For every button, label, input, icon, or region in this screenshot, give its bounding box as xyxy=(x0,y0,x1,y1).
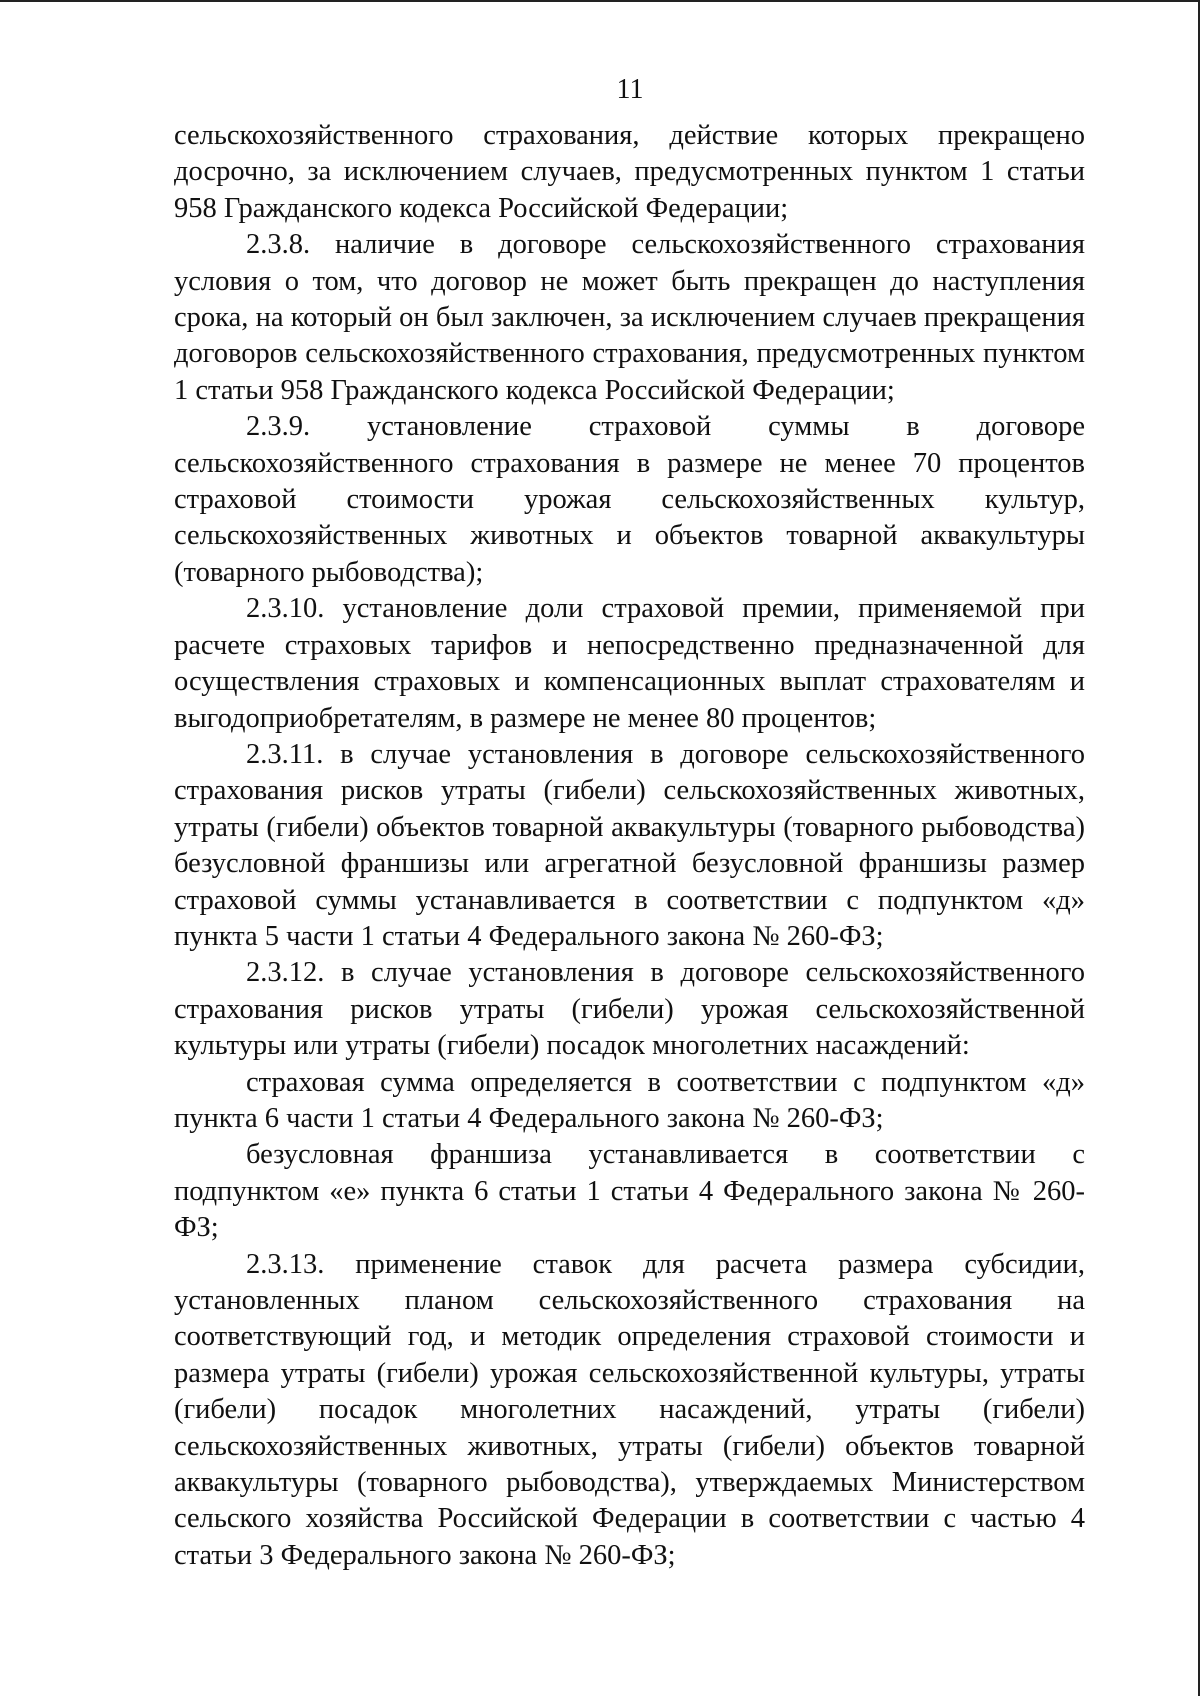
paragraph-deductible: безусловная франшиза устанавливается в соответствии с подпунктом «е» пункта 6 статьи 1 статьи 4 Федерального закона № 260-ФЗ; xyxy=(174,1139,1085,1244)
page-number: 11 xyxy=(616,74,644,105)
paragraph-2-3-10: 2.3.10. установление доли страховой премии, применяемой при расчете страховых тарифов и непосредственно предназначенной для осуществления страховых и компенсационных выплат страхователям и выгодоприобретателям, в размере не менее 80 процентов; xyxy=(174,593,1085,734)
paragraph-continuation: сельскохозяйственного страхования, действие которых прекращено досрочно, за исключением случаев, предусмотренных пунктом 1 статьи 958 Гражданского кодекса Российской Федерации; xyxy=(174,120,1085,224)
paragraph-2-3-13: 2.3.13. применение ставок для расчета размера субсидии, установленных планом сельскохозяйственного страхования на соответствующий год, и методик определения страховой стоимости и размера утраты (гибели) урожая сельскохозяйственной культуры, утраты (гибели) посадок многолетних насаждений, утраты (гибели) сельскохозяйственных животных, утраты (гибели) объектов товарной аквакультуры (товарного рыбоводства), утверждаемых Министерством сельского хозяйства Российской Федерации в соответствии с частью 4 статьи 3 Федерального закона № 260-ФЗ; xyxy=(174,1248,1085,1571)
paragraph-2-3-12: 2.3.12. в случае установления в договоре сельскохозяйственного страхования рисков утраты (гибели) урожая сельскохозяйственной культуры или утраты (гибели) посадок многолетних насаждений: xyxy=(174,957,1085,1062)
paragraph-2-3-9: 2.3.9. установление страховой суммы в договоре сельскохозяйственного страхования в размере не менее 70 процентов страховой стоимости урожая сельскохозяйственных культур, сельскохозяйственных животных и объектов товарной аквакультуры (товарного рыбоводства); xyxy=(174,411,1085,588)
paragraph-2-3-8: 2.3.8. наличие в договоре сельскохозяйственного страхования условия о том, что договор не может быть прекращен до наступления срока, на который он был заключен, за исключением случаев прекращения договоров сельскохозяйственного страхования, предусмотренных пунктом 1 статьи 958 Гражданского кодекса Российской Федерации; xyxy=(174,229,1085,406)
scan-edge-top xyxy=(0,0,1200,2)
paragraph-insured-sum: страховая сумма определяется в соответствии с подпунктом «д» пункта 6 части 1 статьи 4 Федерального закона № 260-ФЗ; xyxy=(174,1066,1085,1134)
document-body xyxy=(174,118,1085,1574)
paragraph-2-3-11: 2.3.11. в случае установления в договоре сельскохозяйственного страхования рисков утраты (гибели) сельскохозяйственных животных, утраты (гибели) объектов товарной аквакультуры (товарного рыбоводства) безусловной франшизы или агрегатной безусловной франшизы размер страховой суммы устанавливается в соответствии с подпунктом «д» пункта 5 части 1 статьи 4 Федерального закона № 260-ФЗ; xyxy=(174,738,1085,952)
